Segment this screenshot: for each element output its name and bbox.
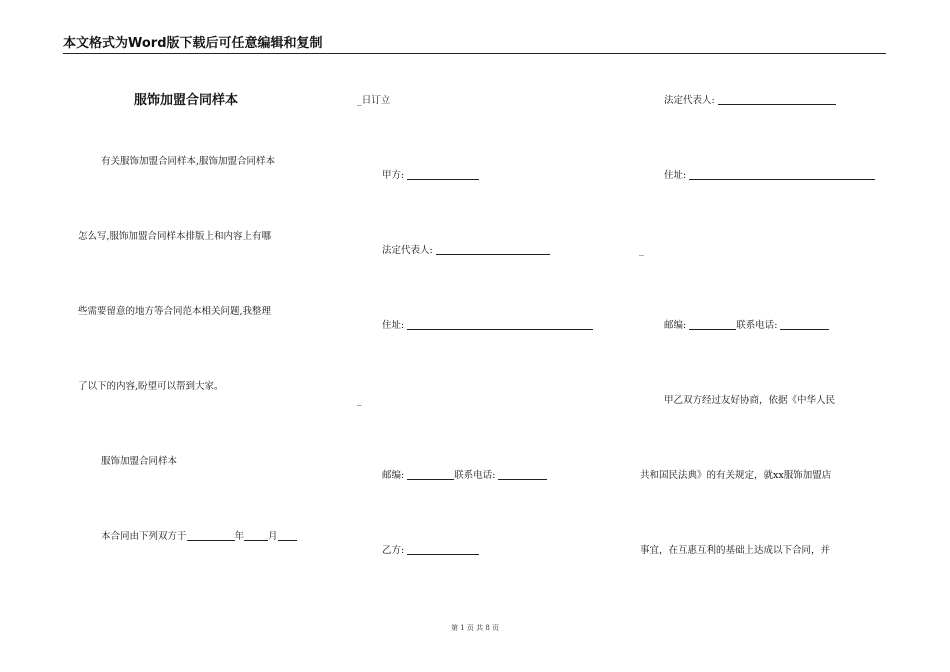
party-b-label: 乙方: <box>382 545 405 556</box>
header-divider <box>63 53 886 54</box>
year-label: 年 <box>234 531 245 542</box>
month-label: 月 <box>268 531 278 542</box>
phone-label: 联系电话: <box>454 470 496 481</box>
party-a-blank <box>407 169 479 180</box>
party-b-line <box>382 544 479 557</box>
postcode-blank <box>407 469 454 480</box>
party-b-legal-rep-line <box>664 94 836 107</box>
phone-blank <box>780 319 829 330</box>
legal-rep-label: 法定代表人: <box>382 245 433 256</box>
postcode-label: 邮编: <box>664 320 687 331</box>
page-header: 本文格式为Word版下载后可任意编辑和复制 <box>63 36 323 51</box>
month-blank <box>244 530 268 541</box>
signing-date-line <box>101 530 297 543</box>
party-a-legal-rep-line <box>382 244 550 257</box>
stray-underscore: _ <box>357 395 362 406</box>
date-tail: _日订立 <box>357 95 391 106</box>
stray-underscore: _ <box>639 245 644 256</box>
legal-rep-blank <box>718 94 836 105</box>
party-a-label: 甲方: <box>382 170 405 181</box>
phone-blank <box>498 469 547 480</box>
party-b-contact-line <box>664 319 829 332</box>
party-b-address-line <box>664 169 875 182</box>
address-label: 住址: <box>382 320 405 331</box>
address-label: 住址: <box>664 170 687 181</box>
document-title: 服饰加盟合同样本 <box>134 93 239 108</box>
signing-date-prefix: 本合同由下列双方于 <box>101 531 187 542</box>
postcode-label: 邮编: <box>382 470 405 481</box>
phone-label: 联系电话: <box>736 320 778 331</box>
day-blank <box>278 530 297 541</box>
address-blank <box>407 319 593 330</box>
intro-line-1: 有关服饰加盟合同样本,服饰加盟合同样本 <box>101 156 276 167</box>
address-blank <box>689 169 875 180</box>
legal-rep-label: 法定代表人: <box>664 95 715 106</box>
body-line-1: 甲乙双方经过友好协商，依据《中华人民 <box>664 395 836 406</box>
page-number: 第 1 页 共 8 页 <box>450 624 500 632</box>
legal-rep-blank <box>436 244 550 255</box>
year-blank <box>187 530 235 541</box>
body-line-3: 事宜，在互惠互利的基础上达成以下合同，并 <box>640 545 831 556</box>
party-a-line <box>382 169 479 182</box>
postcode-blank <box>689 319 736 330</box>
party-a-contact-line <box>382 469 547 482</box>
contract-subtitle: 服饰加盟合同样本 <box>101 456 178 467</box>
intro-line-3: 些需要留意的地方等合同范本相关问题,我整理 <box>78 306 272 317</box>
body-line-2: 共和国民法典》的有关规定，就xx服饰加盟店 <box>640 470 832 481</box>
party-b-blank <box>407 544 479 555</box>
intro-line-4: 了以下的内容,盼望可以帮到大家。 <box>78 381 224 392</box>
intro-line-2: 怎么写,服饰加盟合同样本排版上和内容上有哪 <box>78 231 272 242</box>
party-a-address-line <box>382 319 593 332</box>
